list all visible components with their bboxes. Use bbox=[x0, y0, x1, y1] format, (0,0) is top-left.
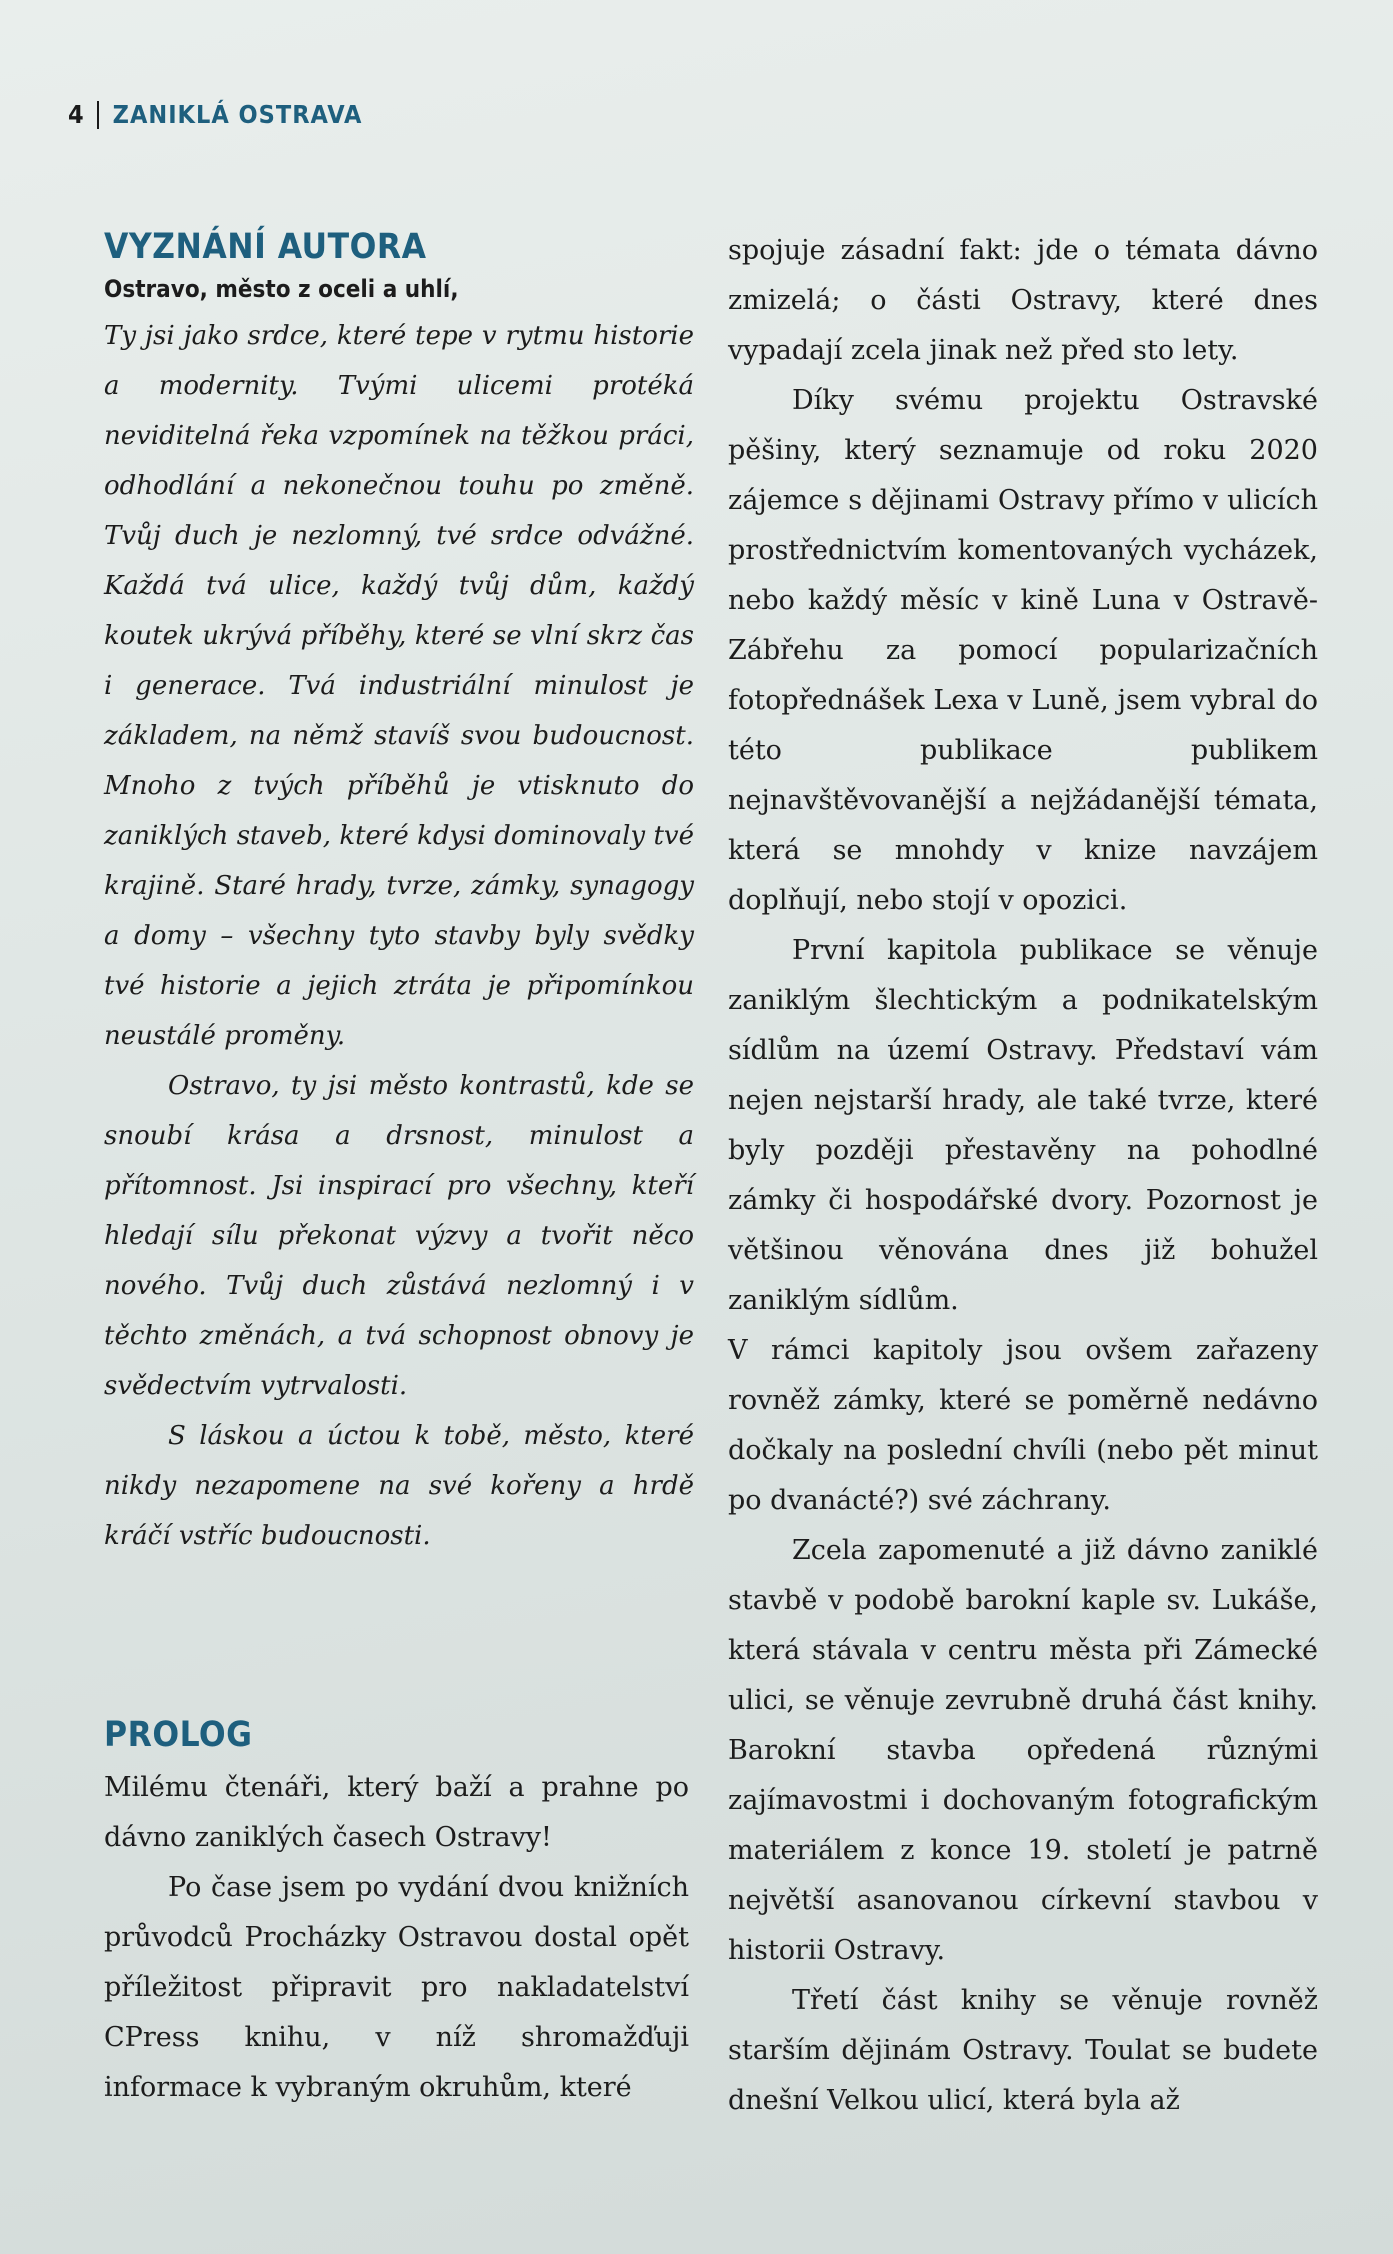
right-column bbox=[728, 226, 1318, 2126]
prolog-section bbox=[104, 1716, 689, 2113]
dedication-paragraph: S láskou a úctou k tobě, město, které nikdy nezapomene na své kořeny a hrdě kráčí vstříc budoucnosti. bbox=[104, 1421, 694, 1552]
dedication-heading: VYZNÁNÍ AUTORA bbox=[104, 227, 427, 267]
body-paragraph: První kapitola publikace se věnuje zaniklým šlechtickým a podnikatelským sídlům na území Ostravy. Představí vám nejen nejstarší hrady, ale také tvrze, které byly později přestavěny na pohodlné zámky či hospodářské dvory. Pozornost je většinou věnována dnes již bohužel zaniklým sídlům. bbox=[728, 935, 1318, 1316]
page-number: 4 bbox=[68, 100, 85, 129]
prolog-paragraph: Po čase jsem po vydání dvou knižních průvodců Procházky Ostravou dostal opět příležitost připravit pro nakladatelství CPress knihu, v níž shromažďuji informace k vybraným okruhům, které bbox=[104, 1871, 689, 2103]
prolog-paragraph: Milému čtenáři, který baží a prahne po dávno zaniklých časech Ostravy! bbox=[104, 1771, 689, 1853]
prolog-heading: PROLOG bbox=[104, 1715, 253, 1755]
header-divider bbox=[97, 101, 99, 129]
dedication-paragraph: Ostravo, ty jsi město kontrastů, kde se snoubí krása a drsnost, minulost a přítomnost. Jsi inspirací pro všechny, kteří hledají sílu překonat výzvy a tvořit něco nového. Tvůj duch zůstává nezlomný i v těchto změnách, a tvá schopnost obnovy je svědectvím vytrvalosti. bbox=[104, 1071, 694, 1402]
dedication-salutation: Ostravo, město z oceli a uhlí, bbox=[104, 274, 459, 303]
body-paragraph: Díky svému projektu Ostravské pěšiny, který seznamuje od roku 2020 zájemce s dějinami Ostravy přímo v ulicích prostřednictvím komentovaných vycházek, nebo každý měsíc v kině Luna v Ostravě-Zábřehu za pomocí popularizačních fotopřednášek Lexa v Luně, jsem vybral do této publikace publikem nejnavštěvovanější a nejžádanější témata, která se mnohdy v knize navzájem doplňují, nebo stojí v opozici. bbox=[728, 385, 1318, 916]
body-paragraph: spojuje zásadní fakt: jde o témata dávno zmizelá; o části Ostravy, které dnes vypadají zcela jinak než před sto lety. bbox=[728, 235, 1318, 366]
body-paragraph: Zcela zapomenuté a již dávno zaniklé stavbě v podobě barokní kaple sv. Lukáše, která stávala v centru města při Zámecké ulici, se věnuje zevrubně druhá část knihy. Barokní stavba opředená různými zajímavostmi i dochovaným fotografickým materiálem z konce 19. století je patrně největší asanovanou církevní stavbou v historii Ostravy. bbox=[728, 1535, 1318, 1966]
running-header bbox=[68, 100, 362, 129]
body-paragraph: Třetí část knihy se věnuje rovněž starším dějinám Ostravy. Toulat se budete dnešní Velkou ulicí, která byla až bbox=[728, 1985, 1318, 2116]
body-paragraph: V rámci kapitoly jsou ovšem zařazeny rovněž zámky, které se poměrně nedávno dočkaly na poslední chvíli (nebo pět minut po dvanácté?) své záchrany. bbox=[728, 1335, 1318, 1516]
book-title: ZANIKLÁ OSTRAVA bbox=[112, 100, 363, 129]
dedication-paragraph: Ty jsi jako srdce, které tepe v rytmu historie a modernity. Tvými ulicemi protéká neviditelná řeka vzpomínek na těžkou práci, odhodlání a nekonečnou touhu po změně. Tvůj duch je nezlomný, tvé srdce odvážné. Každá tvá ulice, každý tvůj dům, každý koutek ukrývá příběhy, které se vlní skrz čas i generace. Tvá industriální minulost je základem, na němž stavíš svou budoucnost. Mnoho z tvých příběhů je vtisknuto do zaniklých staveb, které kdysi dominovaly tvé krajině. Staré hrady, tvrze, zámky, synagogy a domy – všechny tyto stavby byly svědky tvé historie a jejich ztráta je připomínkou neustálé proměny. bbox=[104, 321, 694, 1052]
dedication-section bbox=[104, 228, 694, 1561]
